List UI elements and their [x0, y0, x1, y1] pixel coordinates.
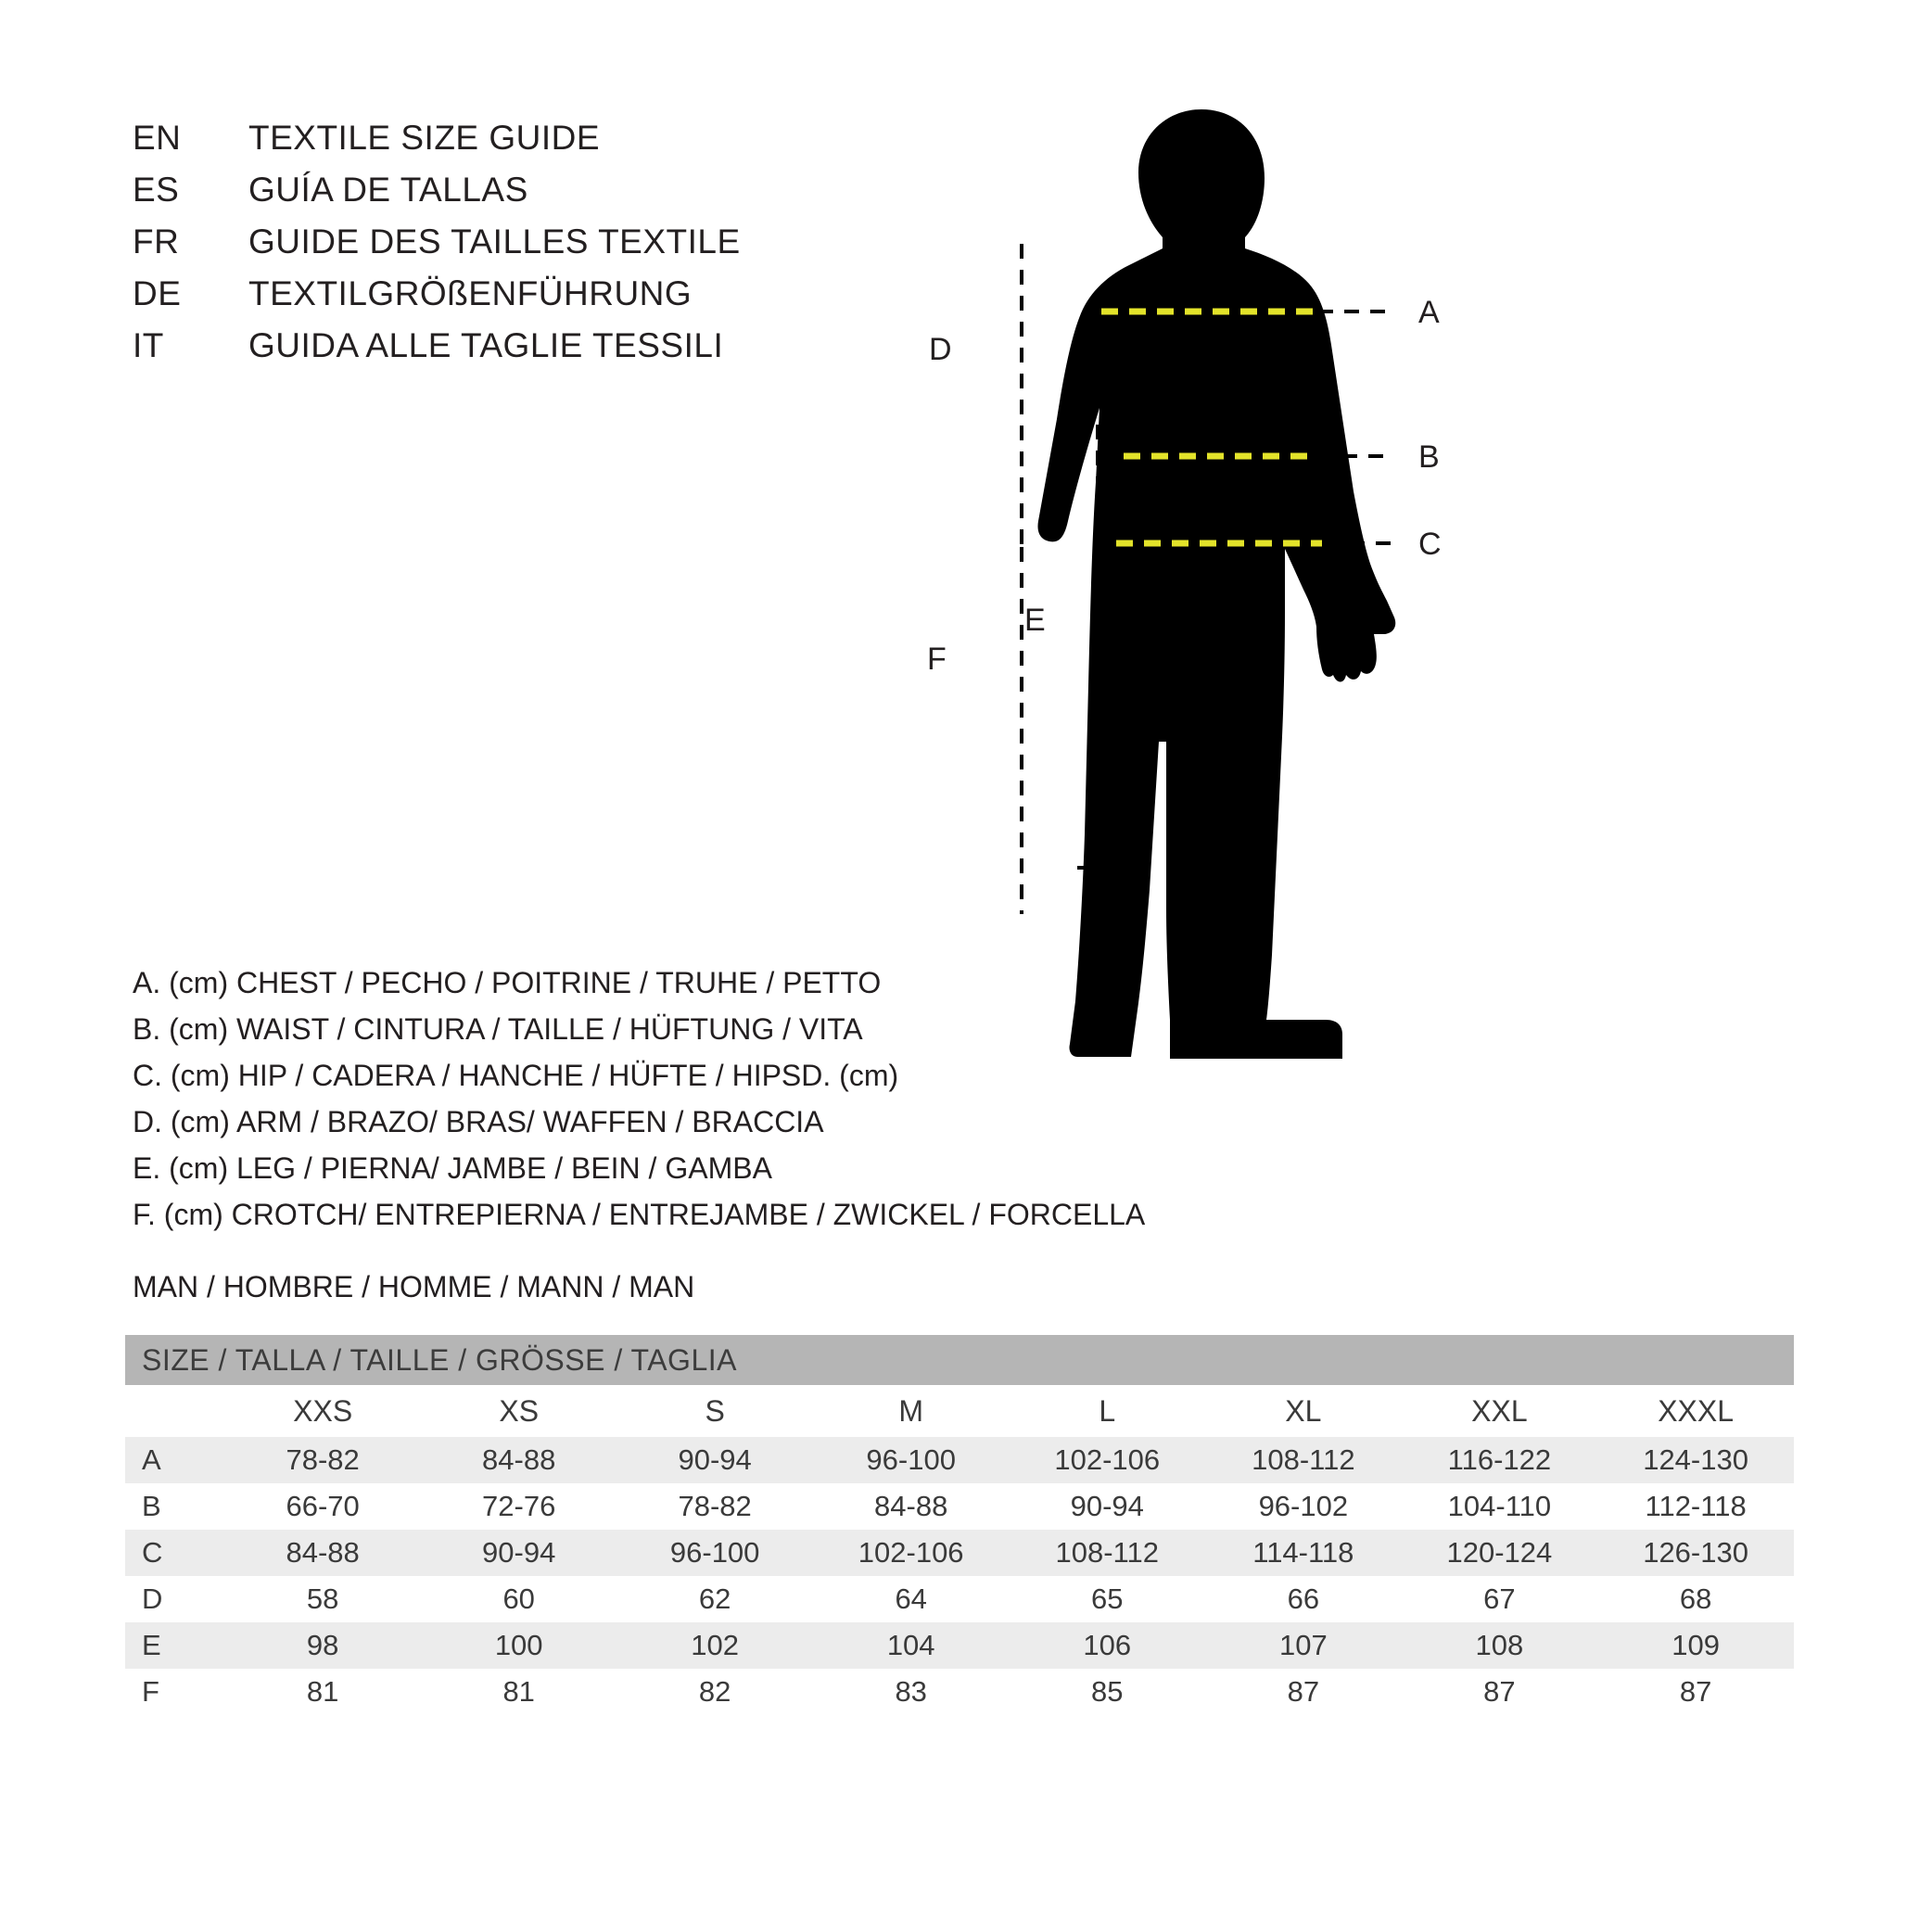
- dimension-label-e: E: [1024, 603, 1046, 638]
- table-title-row: [125, 1335, 1794, 1385]
- language-row: [133, 222, 967, 274]
- column-header-xs: XS: [421, 1385, 616, 1437]
- cell-e-l: 106: [1009, 1622, 1205, 1669]
- cell-d-m: 64: [813, 1576, 1010, 1622]
- table-header-blank: [125, 1385, 224, 1437]
- cell-a-xxxl: 124-130: [1597, 1437, 1794, 1483]
- cell-b-xs: 72-76: [421, 1483, 616, 1530]
- cell-b-s: 78-82: [616, 1483, 812, 1530]
- language-code: FR: [133, 222, 180, 261]
- cell-a-xl: 108-112: [1205, 1437, 1402, 1483]
- cell-a-xs: 84-88: [421, 1437, 616, 1483]
- row-key-a: A: [125, 1437, 224, 1483]
- table-row: [125, 1437, 1794, 1483]
- cell-b-l: 90-94: [1009, 1483, 1205, 1530]
- cell-f-s: 82: [616, 1669, 812, 1715]
- cell-f-xxl: 87: [1402, 1669, 1598, 1715]
- cell-c-s: 96-100: [616, 1530, 812, 1576]
- language-title: GUIDA ALLE TAGLIE TESSILI: [248, 326, 724, 364]
- cell-d-xxl: 67: [1402, 1576, 1598, 1622]
- cell-d-l: 65: [1009, 1576, 1205, 1622]
- cell-e-xxl: 108: [1402, 1622, 1598, 1669]
- cell-d-xxs: 58: [224, 1576, 421, 1622]
- language-code: ES: [133, 171, 180, 209]
- cell-e-m: 104: [813, 1622, 1010, 1669]
- cell-f-l: 85: [1009, 1669, 1205, 1715]
- table-row: [125, 1669, 1794, 1715]
- cell-b-m: 84-88: [813, 1483, 1010, 1530]
- legend-item-d: D. (cm) ARM / BRAZO/ BRAS/ WAFFEN / BRACCIA: [133, 1105, 824, 1138]
- table-row: [125, 1530, 1794, 1576]
- cell-a-xxs: 78-82: [224, 1437, 421, 1483]
- male-silhouette-icon: [1038, 109, 1396, 1059]
- arm-dimension-bracket: [1020, 244, 1022, 544]
- column-header-xxl: XXL: [1402, 1385, 1598, 1437]
- cell-a-s: 90-94: [616, 1437, 812, 1483]
- cell-a-m: 96-100: [813, 1437, 1010, 1483]
- cell-c-xxl: 120-124: [1402, 1530, 1598, 1576]
- cell-f-xs: 81: [421, 1669, 616, 1715]
- cell-e-s: 102: [616, 1622, 812, 1669]
- legend-item-a: A. (cm) CHEST / PECHO / POITRINE / TRUHE / PETTO: [133, 966, 882, 999]
- cell-c-xs: 90-94: [421, 1530, 616, 1576]
- row-key-b: B: [125, 1483, 224, 1530]
- dimension-label-b: B: [1418, 439, 1440, 475]
- cell-f-xxs: 81: [224, 1669, 421, 1715]
- cell-d-xxxl: 68: [1597, 1576, 1794, 1622]
- legend-item-b: B. (cm) WAIST / CINTURA / TAILLE / HÜFTUNG / VITA: [133, 1012, 863, 1046]
- cell-d-xl: 66: [1205, 1576, 1402, 1622]
- cell-d-xs: 60: [421, 1576, 616, 1622]
- cell-e-xs: 100: [421, 1622, 616, 1669]
- cell-f-m: 83: [813, 1669, 1010, 1715]
- cell-b-xxxl: 112-118: [1597, 1483, 1794, 1530]
- cell-e-xxs: 98: [224, 1622, 421, 1669]
- crotch-dimension-bracket: [1020, 547, 1022, 914]
- row-key-e: E: [125, 1622, 224, 1669]
- row-key-c: C: [125, 1530, 224, 1576]
- language-header-list: [133, 119, 967, 378]
- dimension-label-a: A: [1418, 295, 1440, 330]
- gender-label: MAN / HOMBRE / HOMME / MANN / MAN: [133, 1270, 695, 1303]
- column-header-xl: XL: [1205, 1385, 1402, 1437]
- cell-c-l: 108-112: [1009, 1530, 1205, 1576]
- column-header-s: S: [616, 1385, 812, 1437]
- size-guide-figure: [927, 93, 1836, 1205]
- dimension-label-d: D: [929, 332, 952, 367]
- language-row: [133, 274, 967, 326]
- table-row: [125, 1483, 1794, 1530]
- language-title: GUIDE DES TAILLES TEXTILE: [248, 222, 741, 261]
- row-key-f: F: [125, 1669, 224, 1715]
- column-header-xxxl: XXXL: [1597, 1385, 1794, 1437]
- language-code: IT: [133, 326, 164, 364]
- language-code: EN: [133, 119, 182, 157]
- cell-f-xl: 87: [1205, 1669, 1402, 1715]
- dimension-label-f: F: [927, 642, 947, 677]
- legend-item-c: C. (cm) HIP / CADERA / HANCHE / HÜFTE / HIPSD. (cm): [133, 1059, 899, 1092]
- language-title: TEXTILE SIZE GUIDE: [248, 119, 601, 157]
- row-key-d: D: [125, 1576, 224, 1622]
- cell-b-xl: 96-102: [1205, 1483, 1402, 1530]
- language-row: [133, 119, 967, 171]
- column-header-l: L: [1009, 1385, 1205, 1437]
- cell-f-xxxl: 87: [1597, 1669, 1794, 1715]
- table-row: [125, 1622, 1794, 1669]
- cell-c-xxs: 84-88: [224, 1530, 421, 1576]
- cell-e-xl: 107: [1205, 1622, 1402, 1669]
- cell-c-xxxl: 126-130: [1597, 1530, 1794, 1576]
- table-header-row: [125, 1385, 1794, 1437]
- language-title: TEXTILGRÖßENFÜHRUNG: [248, 274, 693, 312]
- column-header-m: M: [813, 1385, 1010, 1437]
- table-title: SIZE / TALLA / TAILLE / GRÖSSE / TAGLIA: [125, 1335, 1794, 1385]
- cell-e-xxxl: 109: [1597, 1622, 1794, 1669]
- cell-d-s: 62: [616, 1576, 812, 1622]
- size-table: [125, 1335, 1794, 1715]
- language-title: GUÍA DE TALLAS: [248, 171, 528, 209]
- cell-b-xxs: 66-70: [224, 1483, 421, 1530]
- male-silhouette-diagram: [1020, 93, 1836, 1205]
- legend-item-e: E. (cm) LEG / PIERNA/ JAMBE / BEIN / GAMBA: [133, 1151, 772, 1185]
- column-header-xxs: XXS: [224, 1385, 421, 1437]
- language-row: [133, 326, 967, 378]
- table-row: [125, 1576, 1794, 1622]
- cell-a-xxl: 116-122: [1402, 1437, 1598, 1483]
- language-row: [133, 171, 967, 222]
- cell-b-xxl: 104-110: [1402, 1483, 1598, 1530]
- cell-c-xl: 114-118: [1205, 1530, 1402, 1576]
- language-code: DE: [133, 274, 182, 312]
- cell-a-l: 102-106: [1009, 1437, 1205, 1483]
- cell-c-m: 102-106: [813, 1530, 1010, 1576]
- legend-item-f: F. (cm) CROTCH/ ENTREPIERNA / ENTREJAMBE / ZWICKEL / FORCELLA: [133, 1198, 1146, 1231]
- dimension-label-c: C: [1418, 527, 1442, 562]
